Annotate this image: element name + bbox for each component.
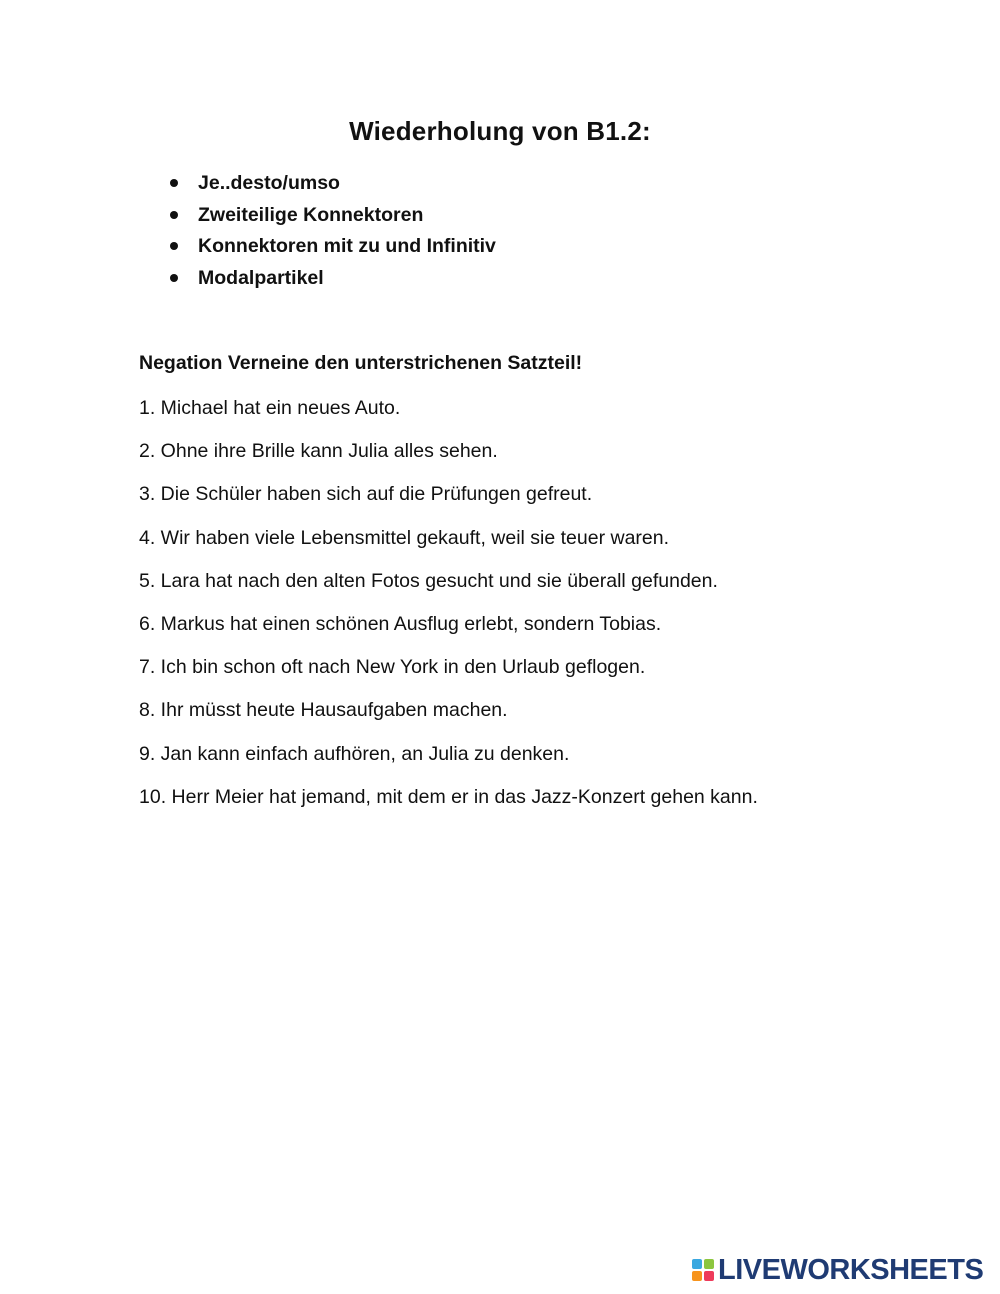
- topic-label: Modalpartikel: [198, 267, 324, 290]
- logo-square: [704, 1259, 714, 1269]
- liveworksheets-logo-icon: [692, 1259, 714, 1281]
- logo-square: [692, 1271, 702, 1281]
- exercise-sentence: 10. Herr Meier hat jemand, mit dem er in das Jazz-Konzert gehen kann.: [139, 785, 758, 808]
- exercise-sentence: 9. Jan kann einfach aufhören, an Julia zu denken.: [139, 742, 570, 765]
- bullet-icon: [170, 274, 178, 282]
- exercise-heading: Negation Verneine den unterstrichenen Satzteil!: [139, 352, 583, 374]
- topic-label: Konnektoren mit zu und Infinitiv: [198, 235, 496, 258]
- exercise-sentence: 5. Lara hat nach den alten Fotos gesucht und sie überall gefunden.: [139, 569, 718, 592]
- exercise-sentence: 7. Ich bin schon oft nach New York in den Urlaub geflogen.: [139, 656, 646, 679]
- exercise-sentence: 8. Ihr müsst heute Hausaufgaben machen.: [139, 699, 508, 722]
- page-title: Wiederholung von B1.2:: [349, 116, 651, 146]
- exercise-sentence: 1. Michael hat ein neues Auto.: [139, 397, 401, 419]
- topic-item: [168, 233, 496, 265]
- topic-label: Je..desto/umso: [198, 172, 340, 194]
- bullet-icon: [170, 242, 178, 250]
- logo-text: LIVEWORKSHEETS: [718, 1254, 984, 1286]
- exercise-sentence: 2. Ohne ihre Brille kann Julia alles sehen.: [139, 440, 498, 463]
- topic-item: [168, 202, 496, 234]
- bullet-icon: [170, 211, 178, 219]
- exercise-sentence: 4. Wir haben viele Lebensmittel gekauft, weil sie teuer waren.: [139, 526, 670, 549]
- logo-square: [704, 1271, 714, 1281]
- topic-item: [168, 170, 496, 202]
- logo-square: [692, 1259, 702, 1269]
- topic-label: Zweiteilige Konnektoren: [198, 203, 424, 226]
- topic-list: [168, 170, 496, 297]
- topic-item: [168, 265, 496, 297]
- exercise-sentence-list: [139, 395, 758, 827]
- liveworksheets-logo[interactable]: [692, 1255, 983, 1285]
- bullet-icon: [170, 179, 178, 187]
- exercise-sentence: 3. Die Schüler haben sich auf die Prüfungen gefreut.: [139, 483, 593, 506]
- exercise-sentence: 6. Markus hat einen schönen Ausflug erlebt, sondern Tobias.: [139, 612, 662, 635]
